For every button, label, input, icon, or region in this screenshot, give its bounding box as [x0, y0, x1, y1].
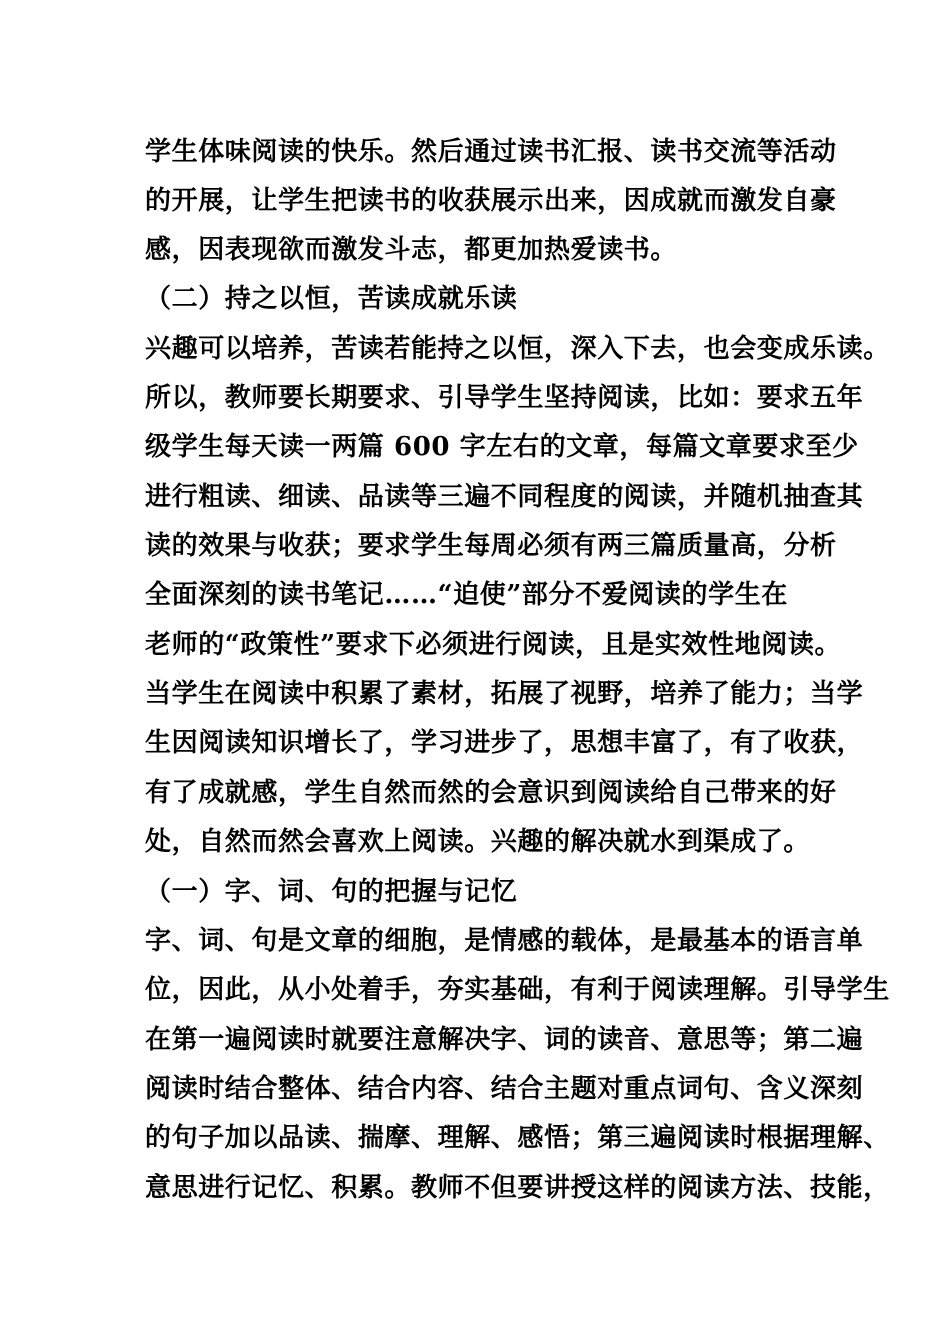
paragraph-line: 当学生在阅读中积累了素材，拓展了视野，培养了能力；当学	[145, 679, 864, 709]
paragraph-line: 所以，教师要长期要求、引导学生坚持阅读，比如：要求五年	[145, 383, 864, 413]
paragraph-line: 位，因此，从小处着手，夯实基础，有利于阅读理解。引导学生	[145, 975, 890, 1005]
paragraph-line: 字、词、句是文章的细胞，是情感的载体，是最基本的语言单	[145, 926, 864, 956]
paragraph-line: 读的效果与收获；要求学生每周必须有两三篇质量高，分析	[145, 531, 837, 561]
paragraph-line: 有了成就感，学生自然而然的会意识到阅读给自己带来的好	[145, 778, 837, 808]
paragraph-line: 老师的“政策性”要求下必须进行阅读，且是实效性地阅读。	[145, 630, 842, 660]
paragraph-line: 阅读时结合整体、结合内容、结合主题对重点词句、含义深刻	[145, 1074, 864, 1104]
paragraph-line: 学生体味阅读的快乐。然后通过读书汇报、读书交流等活动	[145, 137, 837, 167]
paragraph-line: 进行粗读、细读、品读等三遍不同程度的阅读，并随机抽查其	[145, 482, 864, 512]
section-heading: （二）持之以恒，苦读成就乐读	[145, 284, 518, 314]
paragraph-line: 处，自然而然会喜欢上阅读。兴趣的解决就水到渠成了。	[145, 827, 811, 857]
paragraph-line: 的开展，让学生把读书的收获展示出来，因成就而激发自豪	[145, 186, 837, 216]
paragraph-line: 在第一遍阅读时就要注意解决字、词的读音、意思等；第二遍	[145, 1025, 864, 1055]
section-heading: （一）字、词、句的把握与记忆	[145, 877, 518, 907]
paragraph-line: 的句子加以品读、揣摩、理解、感悟；第三遍阅读时根据理解、	[145, 1123, 890, 1153]
paragraph-line: 兴趣可以培养，苦读若能持之以恒，深入下去，也会变成乐读。	[145, 334, 890, 364]
paragraph-line: 生因阅读知识增长了，学习进步了，思想丰富了，有了收获，	[145, 728, 864, 758]
paragraph-line: 级学生每天读一两篇 600 字左右的文章，每篇文章要求至少	[145, 432, 859, 462]
paragraph-line: 意思进行记忆、积累。教师不但要讲授这样的阅读方法、技能，	[145, 1173, 890, 1203]
paragraph-line: 感，因表现欲而激发斗志，都更加热爱读书。	[145, 235, 678, 265]
paragraph-line: 全面深刻的读书笔记……“迫使”部分不爱阅读的学生在	[145, 580, 788, 610]
